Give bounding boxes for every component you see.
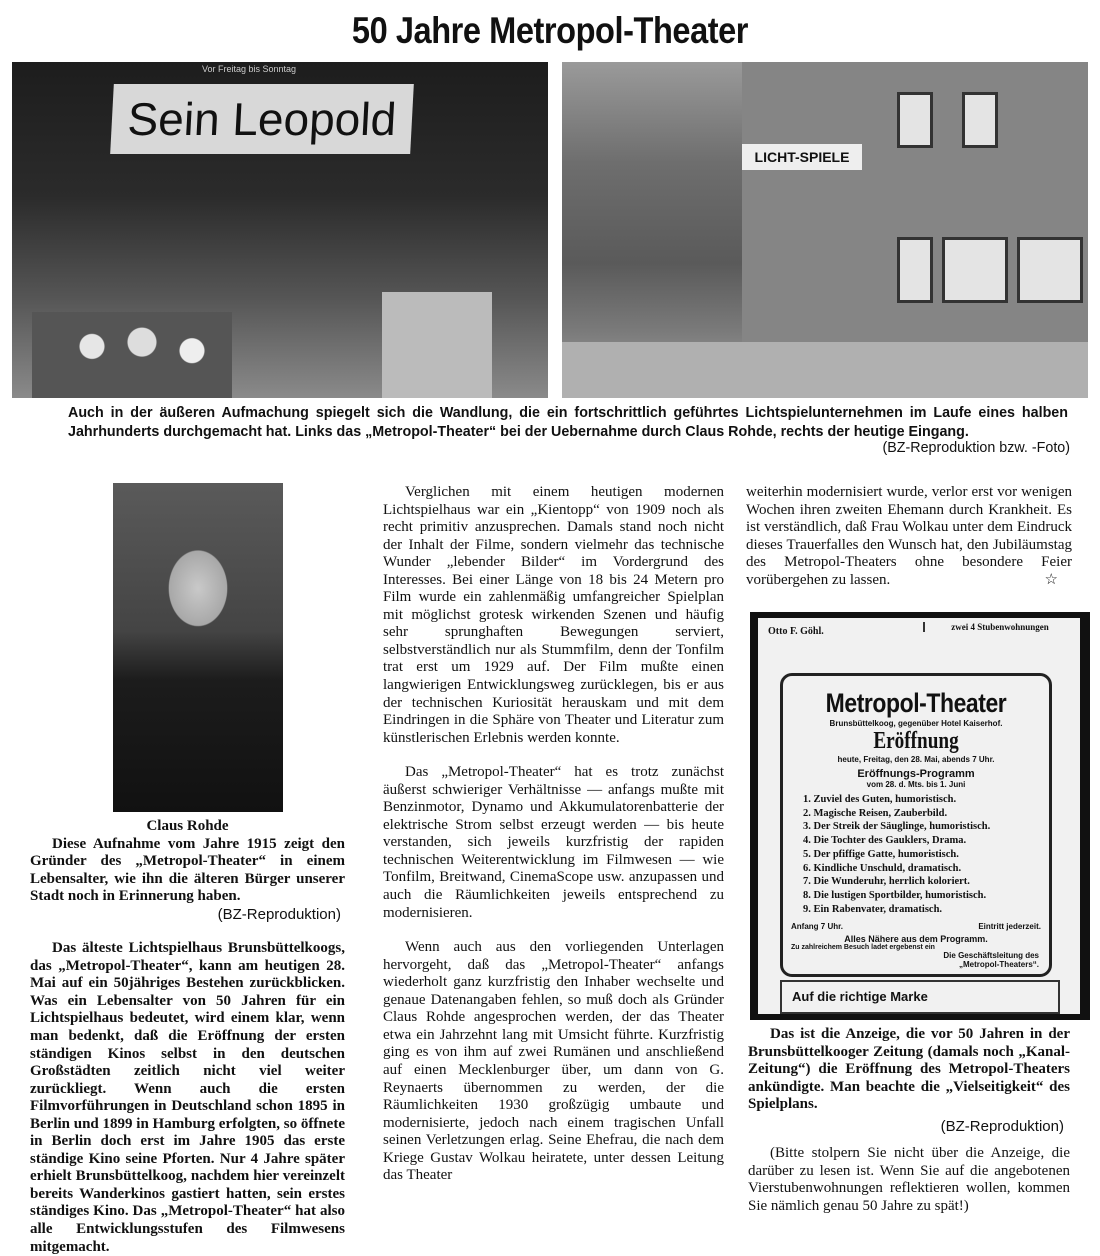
street <box>562 342 1088 398</box>
program-item: 9. Ein Rabenvater, dramatisch. <box>803 903 943 915</box>
program-item: 2. Magische Reisen, Zauberbild. <box>803 807 948 819</box>
program-item: 3. Der Streik der Säuglinge, humoristisch. <box>803 821 991 833</box>
photo-old-cinema-entrance <box>12 62 548 398</box>
ad-program-list <box>803 793 1049 916</box>
program-item: 6. Kindliche Unschuld, dramatisch. <box>803 862 962 874</box>
photo-caption: Auch in der äußeren Aufmachung spiegelt sich die Wandlung, die ein fortschrittlich geführtes Lichtspielunternehmen im Laufe eines halben Jahrhunderts durchgemacht hat. Links das „Metropol-Theater“ bei der Uebernahme durch Claus Rohde, rechts der heutige Eingang. <box>68 405 1068 440</box>
ad-bottom-banner: Auf die richtige Marke <box>780 980 1060 1014</box>
portrait-claus-rohde <box>113 483 283 812</box>
ad-top-right: zwei 4 Stubenwohnungen <box>923 622 1075 632</box>
photo-credit: (BZ-Reproduktion bzw. -Foto) <box>882 440 1070 456</box>
ad-entry: Eintritt jederzeit. <box>978 922 1041 932</box>
window <box>897 92 933 148</box>
sign-sein-leopold: Sein Leopold <box>110 84 414 154</box>
ad-caption: Das ist die Anzeige, die vor 50 Jahren in der Brunsbüttelkooger Zeitung (damals noch „Kanal-Zeitung“) die Eröffnung des Metropol-Theaters ankündigte. Man beachte die „Vielseitigkeit“ des Spielplans. <box>748 1026 1070 1113</box>
ad-program-dates: vom 28. d. Mts. bis 1. Juni <box>866 780 966 789</box>
middle-column <box>383 484 724 1185</box>
article-paragraph: Wenn auch aus den vorliegenden Unterlagen hervorgeht, daß das „Metropol-Theater“ anfangs wiederholt ganz kurzfristig den Inhaber wechselte und genaue Datenangaben fehlen, so muß doch als Gründer Claus Rohde angesprochen werden, der das Theater etwa ein Jahrzehnt lang mit Umsicht führte. Kurzfristig ging es von ihm auf zwei Rumänen und anschließend auf einen Mecklenburger über, um dann von G. Reynaerts übernommen zu werden, der die Räumlichkeiten 1930 großzügig umbaute und modernisierte, jedoch nach einem tragischen Unfall seinen Verletzungen erlag. Seine Ehefrau, die nach dem Kriege Gustav Wolkau heiratete, unter dessen Leitung das Theater <box>383 939 724 1184</box>
program-item: 7. Die Wunderuhr, herrlich koloriert. <box>803 876 970 888</box>
ad-subtitle: Brunsbüttelkoog, gegenüber Hotel Kaiserhof. <box>829 719 1003 728</box>
sign-small-text: Vor Freitag bis Sonntag <box>202 64 297 74</box>
right-column <box>746 484 1072 589</box>
article-paragraph: Das „Metropol-Theater“ hat es trotz zunächst äußerst schwieriger Verhältnisse — anfangs mußte mit Benzinmotor, Dynamo und Akkumulatorenbatterie der elektrische Strom selbst erzeugt werden — bis heute verstanden, sich jeweils kurzfristig der rapiden technischen Weiterentwicklung im Filmwesen — wie Tonfilm, Breitwand, CinemaScope usw. anzupassen und auch die Räumlichkeiten jeweils entsprechend zu modernisieren. <box>383 764 724 921</box>
ad-opening: Eröffnung <box>873 728 959 754</box>
portrait-name: Claus Rohde <box>146 818 229 834</box>
historic-advertisement <box>750 612 1090 1020</box>
program-item: 4. Die Tochter des Gauklers, Drama. <box>803 835 967 847</box>
article-paragraph: Verglichen mit einem heutigen modernen Lichtspielhaus war ein „Kientopp“ von 1909 noch als recht primitiv anzusprechen. Damals stand noch nicht der Inhalt der Filme, sondern vielmehr das technische Wunder „lebender Bilder“ im Vordergrund des Interesses. Bei einer Länge von 18 bis 24 Metern pro Film wurde ein zahlenmäßig umfangreicher Spielplan mit möglichst grotesk wirkenden Szenen und häufig sehr sprunghaften Bewegungen serviert, selbstverständlich nur als Stummfilm, denn der Tonfilm trat erst um 1929 auf. Der Film mußte einen langwierigen Entwicklungsweg zurücklegen, bis er aus der technischen Kuriosität herauskam und mit dem Eindringen in die Sphäre von Theater und Literatur zum künstlerischen Erlebnis werden konnte. <box>383 484 724 746</box>
article-paragraph-continued: weiterhin modernisiert wurde, verlor erst vor wenigen Wochen ihren zweiten Ehemann durch Krankheit. Es ist verständlich, daß Frau Wolkau unter dem Eindruck dieses Trauerfalles den Wunsch hat, den Jubiläumstag des Metropol-Theaters ohne besondere Feier vorübergehen zu lassen. ☆ <box>746 484 1072 588</box>
ad-date: heute, Freitag, den 28. Mai, abends 7 Uhr. <box>837 755 995 764</box>
ad-note: (Bitte stolpern Sie nicht über die Anzeige, die darüber zu lesen ist. Wenn Sie auf die angebotenen Vierstubenwohnungen reflektieren wollen, kommen Sie nämlich genau 50 Jahre zu spät!) <box>748 1145 1070 1214</box>
ad-caption-block <box>748 1026 1070 1215</box>
window <box>1017 237 1083 303</box>
window <box>897 237 933 303</box>
poster <box>382 292 492 398</box>
star-end-mark-icon: ☆ <box>1044 571 1058 588</box>
program-item: 1. Zuviel des Guten, humoristisch. <box>803 794 957 805</box>
sign-licht-spiele: LICHT-SPIELE <box>742 144 862 170</box>
ad-signature: Die Geschäftsleitung des „Metropol-Theaters“. <box>943 951 1039 970</box>
portrait-caption: Diese Aufnahme vom Jahre 1915 zeigt den Gründer des „Metropol-Theater“ in einem Lebensalter, wie ihn die älteren Bürger unserer Stadt noch in Erinnerung haben. <box>30 835 345 905</box>
left-column <box>30 818 345 1256</box>
article-lead: Das älteste Lichtspielhaus Brunsbüttelkoogs, das „Metropol-Theater“, kann am heutigen 28. Mai auf ein 50jähriges Bestehen zurückblicken. Was ein Lebensalter von 50 Jahren für ein Lichtspielhaus bedeutet, wird einem klar, wenn man bedenkt, daß die Eröffnung der ersten ständigen Kinos selbst in den deutschen Großstädten zeitlich nicht viel weiter zurückliegt. Wenn auch die ersten Filmvorführungen in Deutschland schon 1895 in Berlin und 1899 in Hamburg erfolgten, so öffnete in Berlin doch erst im Jahre 1905 das erste ständige Kino seine Pforten. Nur 4 Jahre später erhielt Brunsbüttelkoog, nachdem hier vereinzelt bereits Wanderkinos gastiert hatten, sein erstes ständiges Kino. Das „Metropol-Theater“ hat also alle Entwicklungsstufen des Filmwesens mitgemacht. <box>30 940 345 1255</box>
portrait-credit: (BZ-Reproduktion) <box>217 905 341 923</box>
program-item: 5. Der pfiffige Gatte, humoristisch. <box>803 848 959 860</box>
ad-footer-2: Zu zahlreichem Besuch ladet ergebenst ein <box>791 944 935 952</box>
photo-modern-cinema-entrance <box>562 62 1088 398</box>
window <box>942 237 1008 303</box>
ad-start: Anfang 7 Uhr. <box>791 922 844 932</box>
ad-program-heading: Eröffnungs-Programm <box>857 768 975 780</box>
program-item: 8. Die lustigen Sportbilder, humoristisch. <box>803 889 987 901</box>
window <box>962 92 998 148</box>
ad-credit: (BZ-Reproduktion) <box>940 1117 1064 1135</box>
crowd-figures <box>32 312 232 398</box>
ad-top-left: Otto F. Göhl. <box>768 626 824 637</box>
article-headline: 50 Jahre Metropol-Theater <box>351 10 749 51</box>
ad-title: Metropol-Theater <box>825 688 1007 718</box>
ad-footer-1: Alles Nähere aus dem Programm. <box>844 934 988 945</box>
